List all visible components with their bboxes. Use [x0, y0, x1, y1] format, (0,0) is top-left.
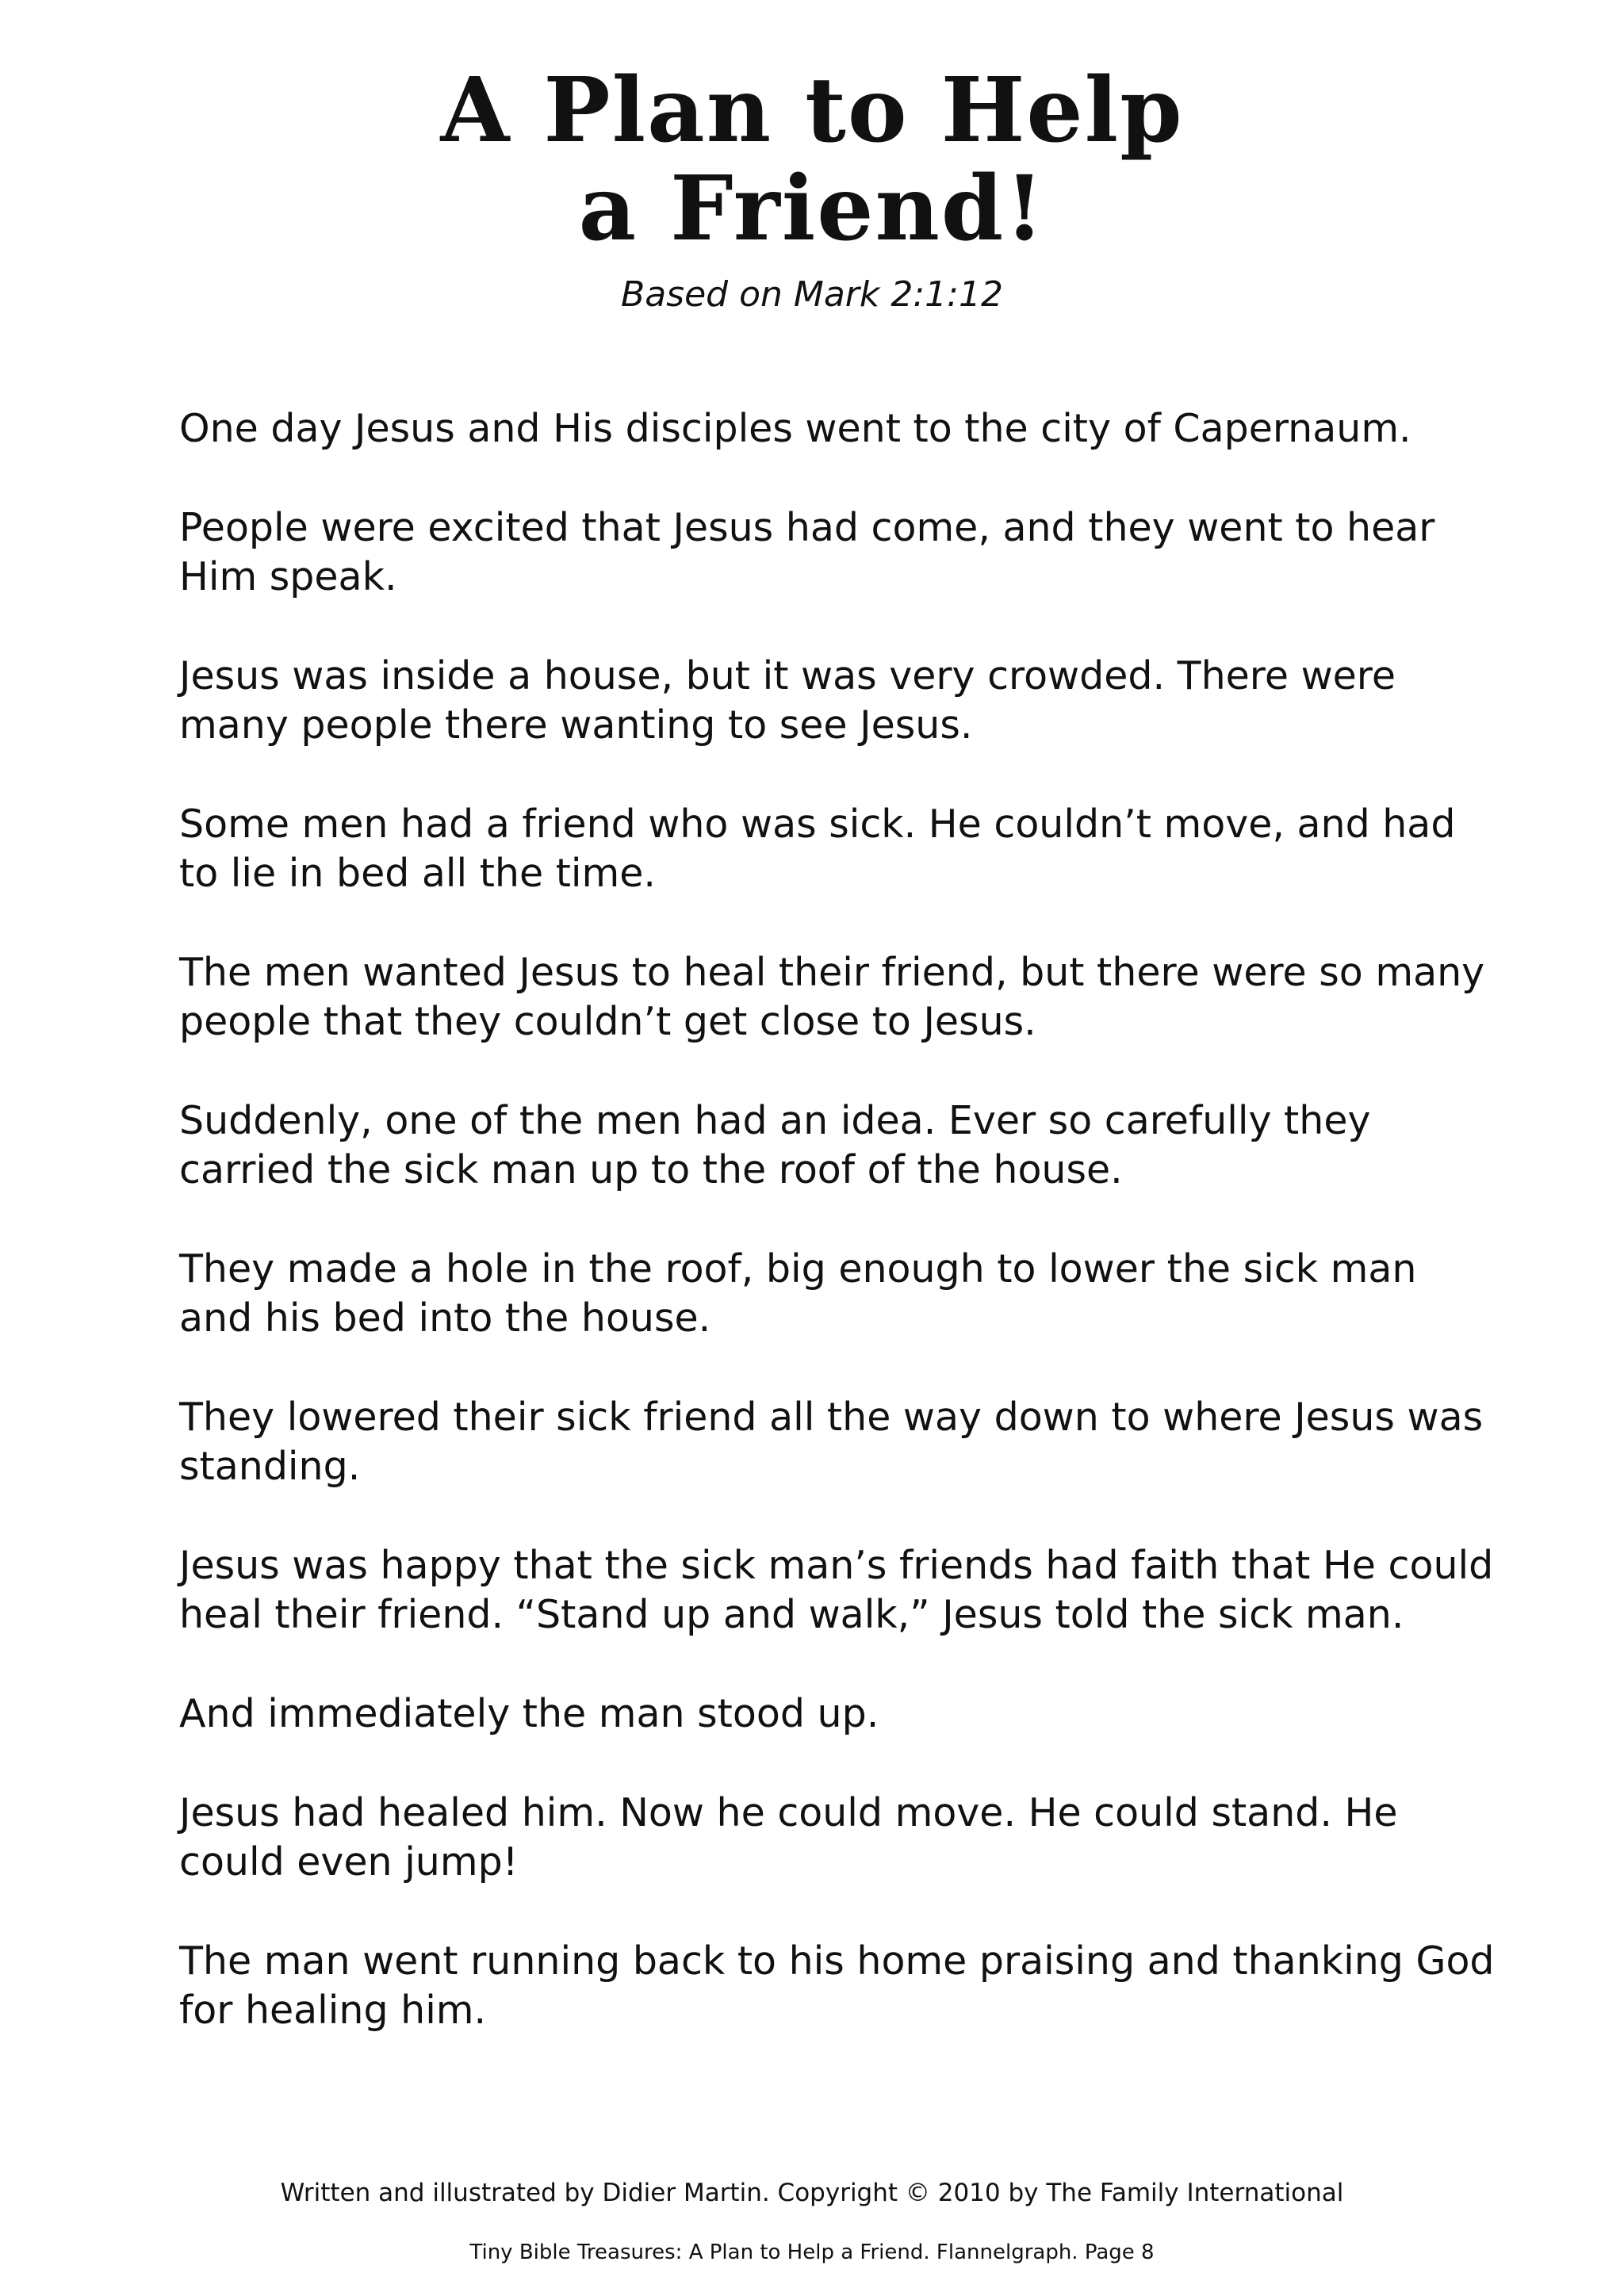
story-paragraph: Suddenly, one of the men had an idea. Ever so carefully they carried the sick man up to the roof of the house. — [179, 1098, 1371, 1192]
story-paragraph: One day Jesus and His disciples went to the city of Capernaum. — [179, 406, 1411, 451]
title-line-2: a Friend! — [578, 157, 1046, 261]
story-paragraph: Some men had a friend who was sick. He couldn’t move, and had to lie in bed all the time. — [179, 802, 1456, 896]
story-paragraph: People were excited that Jesus had come, and they went to hear Him speak. — [179, 505, 1435, 599]
footer-page-info: Tiny Bible Treasures: A Plan to Help a Friend. Flannelgraph. Page 8 — [469, 2241, 1155, 2264]
title-line-1: A Plan to Help — [440, 59, 1184, 163]
story-paragraph: And immediately the man stood up. — [179, 1691, 879, 1736]
footer-credit: Written and illustrated by Didier Martin. Copyright © 2010 by The Family International — [280, 2179, 1344, 2207]
scripture-reference: Based on Mark 2:1:12 — [621, 274, 1003, 315]
story-paragraph: They lowered their sick friend all the way down to where Jesus was standing. — [179, 1395, 1484, 1489]
story-paragraph: Jesus had healed him. Now he could move. He could stand. He could even jump! — [179, 1790, 1398, 1885]
story-paragraph: The man went running back to his home praising and thanking God for healing him. — [179, 1938, 1495, 2033]
story-paragraph: The men wanted Jesus to heal their friend, but there were so many people that they couldn’t get close to Jesus. — [179, 950, 1485, 1044]
story-paragraph: They made a hole in the roof, big enough to lower the sick man and his bed into the house. — [179, 1246, 1417, 1341]
page-title — [0, 59, 1624, 261]
story-body — [179, 404, 1496, 2085]
story-paragraph: Jesus was happy that the sick man’s friends had faith that He could heal their friend. “Stand up and walk,” Jesus told the sick man. — [179, 1543, 1494, 1637]
story-paragraph: Jesus was inside a house, but it was very crowded. There were many people there wanting to see Jesus. — [179, 653, 1396, 748]
